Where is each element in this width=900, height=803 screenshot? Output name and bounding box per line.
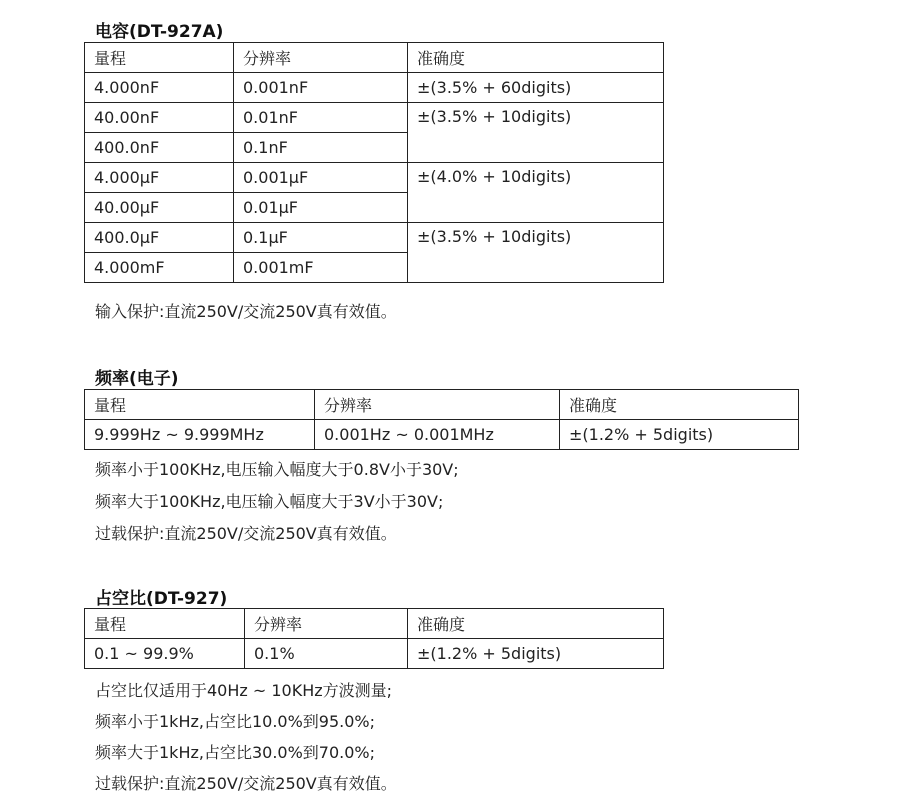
duty-cycle-note: 频率大于1kHz,占空比30.0%到70.0%; <box>95 743 376 762</box>
header-resolution: 分辨率 <box>315 390 560 420</box>
frequency-title: 频率(电子) <box>95 369 179 389</box>
duty-cycle-note: 过载保护:直流250V/交流250V真有效值。 <box>95 774 397 793</box>
header-accuracy: 准确度 <box>560 390 799 420</box>
header-accuracy: 准确度 <box>408 609 664 639</box>
duty-cycle-note: 占空比仅适用于40Hz ~ 10KHz方波测量; <box>95 681 393 700</box>
accuracy-cell: ±(3.5% + 10digits) <box>408 223 664 283</box>
table-row <box>85 223 664 253</box>
range-cell: 400.0nF <box>85 133 234 163</box>
header-resolution: 分辨率 <box>234 43 408 73</box>
frequency-note: 过载保护:直流250V/交流250V真有效值。 <box>95 524 397 543</box>
frequency-note: 频率小于100KHz,电压输入幅度大于0.8V小于30V; <box>95 460 459 479</box>
frequency-note: 频率大于100KHz,电压输入幅度大于3V小于30V; <box>95 492 444 511</box>
header-range: 量程 <box>85 390 315 420</box>
header-range: 量程 <box>85 43 234 73</box>
table-header-row <box>85 609 664 639</box>
table-row <box>85 420 799 450</box>
frequency-table <box>84 389 799 450</box>
resolution-cell: 0.1μF <box>234 223 408 253</box>
capacitance-note: 输入保护:直流250V/交流250V真有效值。 <box>95 302 397 321</box>
table-row <box>85 103 664 133</box>
table-header-row <box>85 390 799 420</box>
range-cell: 40.00nF <box>85 103 234 133</box>
header-range: 量程 <box>85 609 245 639</box>
duty-cycle-title: 占空比(DT-927) <box>95 589 228 609</box>
resolution-cell: 0.001nF <box>234 73 408 103</box>
table-row <box>85 639 664 669</box>
resolution-cell: 0.1% <box>245 639 408 669</box>
range-cell: 4.000mF <box>85 253 234 283</box>
header-resolution: 分辨率 <box>245 609 408 639</box>
range-cell: 0.1 ~ 99.9% <box>85 639 245 669</box>
capacitance-table <box>84 42 664 283</box>
table-header-row <box>85 43 664 73</box>
range-cell: 40.00μF <box>85 193 234 223</box>
resolution-cell: 0.01μF <box>234 193 408 223</box>
table-row <box>85 163 664 193</box>
resolution-cell: 0.01nF <box>234 103 408 133</box>
resolution-cell: 0.001μF <box>234 163 408 193</box>
capacitance-title: 电容(DT-927A) <box>95 22 224 42</box>
table-row <box>85 73 664 103</box>
range-cell: 400.0μF <box>85 223 234 253</box>
duty-cycle-table <box>84 608 664 669</box>
resolution-cell: 0.001Hz ~ 0.001MHz <box>315 420 560 450</box>
range-cell: 4.000μF <box>85 163 234 193</box>
accuracy-cell: ±(4.0% + 10digits) <box>408 163 664 223</box>
resolution-cell: 0.001mF <box>234 253 408 283</box>
accuracy-cell: ±(1.2% + 5digits) <box>408 639 664 669</box>
accuracy-cell: ±(1.2% + 5digits) <box>560 420 799 450</box>
duty-cycle-note: 频率小于1kHz,占空比10.0%到95.0%; <box>95 712 376 731</box>
range-cell: 4.000nF <box>85 73 234 103</box>
accuracy-cell: ±(3.5% + 10digits) <box>408 103 664 163</box>
resolution-cell: 0.1nF <box>234 133 408 163</box>
header-accuracy: 准确度 <box>408 43 664 73</box>
range-cell: 9.999Hz ~ 9.999MHz <box>85 420 315 450</box>
accuracy-cell: ±(3.5% + 60digits) <box>408 73 664 103</box>
